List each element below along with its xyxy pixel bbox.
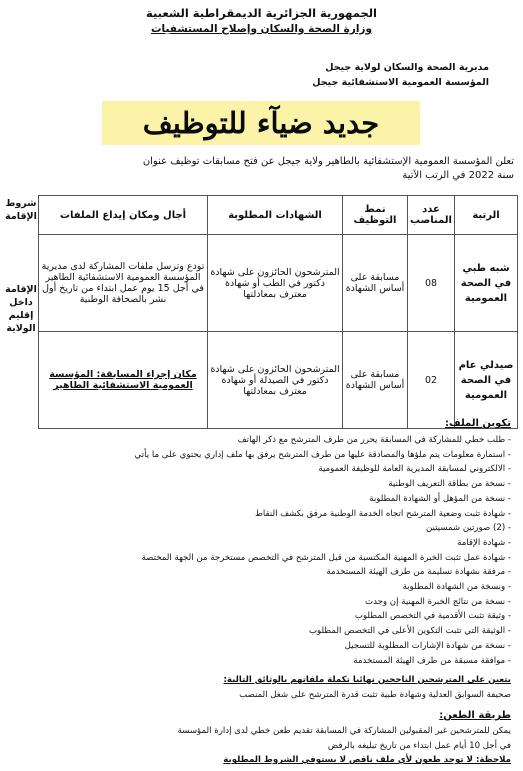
list-item: - موافقة مسبقة من طرف الهيئة المستخدمة bbox=[353, 655, 511, 666]
row-mode: مسابقة على أساس الشهادة bbox=[343, 235, 408, 332]
republic-heading: الجمهورية الجزائرية الديمقراطية الشعبية bbox=[145, 6, 377, 20]
list-item: - ونسخة من الشهادة المطلوبة bbox=[402, 582, 511, 593]
list-item: - الالكتروني لمسابقة المديرية العامة للوظيفة العمومية bbox=[318, 464, 511, 475]
row-count: 02 bbox=[408, 332, 455, 429]
list-item: - الوثيقة التي تثبت التكوين الأعلى في التخصص المطلوب bbox=[308, 626, 511, 637]
row-rank: صيدلي عام في الصحة العمومية bbox=[455, 332, 518, 429]
list-item: - نسخة من بطاقة التعريف الوطنية bbox=[388, 479, 511, 490]
row-diploma: المترشحون الحائزون على شهادة دكتور في الصيدلة أو شهادة معترف بمعادلتها bbox=[208, 332, 343, 429]
header-diploma: الشهادات المطلوبة bbox=[208, 196, 343, 235]
row-rank: شبه طبي في الصحة العمومية bbox=[455, 235, 518, 332]
appeal-line-2: في أجل 10 أيام عمل ابتداء من تاريخ تبليغه بالرفض bbox=[327, 740, 511, 751]
list-item: - شهادة الإقامة bbox=[457, 537, 511, 548]
dossier-title: تكوين الملف: bbox=[445, 418, 511, 429]
row-count: 08 bbox=[408, 235, 455, 332]
list-item: - استمارة معلومات يتم ملؤها والمصادقة عليها من طرف المترشح يرفق بها ملف إداري يحتوي على ما يأتي bbox=[134, 449, 511, 460]
intro-line-1: تعلن المؤسسة العمومية الإستشفائية بالطاهير ولاية جيجل عن فتح مسابقات توظيف عنوان bbox=[142, 156, 514, 167]
final-documents-notice bbox=[5, 673, 511, 702]
list-item: - شهادة تثبت وضعية المترشح اتجاه الخدمة الوطنية مرفق بكشف النقاط bbox=[254, 508, 511, 519]
header-deposit: أجال ومكان إيداع الملفات bbox=[39, 196, 208, 235]
dossier-list bbox=[5, 433, 511, 668]
notice-heading: يتعين على المترشحين الناجحين نهائيا تكملة ملفاتهم بالوثائق التالية: bbox=[223, 675, 511, 685]
residence-conditions-header: شروط الإقامة bbox=[5, 198, 37, 222]
header-mode: نمط التوظيف bbox=[343, 196, 408, 235]
intro-line-2: سنة 2022 في الرتب الآتية bbox=[402, 170, 514, 181]
table-header-row bbox=[39, 196, 518, 235]
residence-conditions-value: الإقامة داخل إقليم الولاية bbox=[5, 284, 37, 334]
list-item: - طلب خطي للمشاركة في المسابقة يحرر من طرف المترشح مع ذكر الهاتف bbox=[237, 435, 511, 445]
list-item: - نسخة من نتائج الخبرة المهنية إن وجدت bbox=[364, 596, 511, 607]
appeal-line-1: يمكن للمترشحين غير المقبولين المشاركة في المسابقة تقديم طعن خطي لدى إدارة المؤسسة bbox=[177, 726, 511, 736]
list-item: - مرفقة بشهادة تسليمة من طرف الهيئة المستخدمة bbox=[326, 567, 511, 578]
recruitment-banner: جديد ضيآء للتوظيف bbox=[102, 101, 420, 145]
appeal-note: ملاحظة: لا توجد طعون لأي ملف ناقص لا يستوفي الشروط المطلوبة bbox=[223, 755, 511, 766]
table-row bbox=[39, 332, 518, 429]
row-diploma: المترشحون الحائزون على شهادة دكتور في الطب أو شهادة معترف بمعادلتها bbox=[208, 235, 343, 332]
positions-table bbox=[38, 195, 518, 429]
header-rank: الرتبة bbox=[455, 196, 518, 235]
notice-text: صحيفة السوابق العدلية وشهادة طبية تثبت قدرة المترشح على شغل المنصب bbox=[239, 689, 511, 700]
row-mode: مسابقة على أساس الشهادة bbox=[343, 332, 408, 429]
list-item: - (2) صورتين شمسيتين bbox=[425, 523, 511, 534]
directorate-label: مديرية الصحة والسكان لولاية جيجل bbox=[325, 62, 489, 73]
appeal-section bbox=[5, 724, 511, 768]
header-count: عدد المناصب bbox=[408, 196, 455, 235]
list-item: - شهادة عمل تثبت الخبرة المهنية المكتسبة من قبل المترشح في التخصص مستخرجة من الجهة المختصة bbox=[141, 552, 511, 563]
row-deposit: تودع وترسل ملفات المشاركة لدى مديرية المؤسسة العمومية الاستشفائية الطاهير في أجل 15 يوم عمل ابتداء من تاريخ أول نشر بالصحافة الوطنية bbox=[39, 235, 208, 332]
list-item: - وثيقة تثبت الأقدمية في التخصص المطلوب bbox=[354, 611, 511, 622]
row-deposit: مكان إجراء المسابقة: المؤسسة العمومية الاستشفائية الطاهير bbox=[39, 332, 208, 429]
appeal-title: طريقة الطعن: bbox=[439, 710, 511, 721]
list-item: - نسخة من المؤهل أو الشهادة المطلوبة bbox=[369, 493, 511, 504]
ministry-heading: وزارة الصحة والسكان وإصلاح المستشفيات bbox=[150, 23, 372, 35]
list-item: - نسخة من شهادة الإشارات المطلوبة للتسجيل bbox=[344, 640, 511, 651]
institution-label: المؤسسة العمومية الاستشفائية جيجل bbox=[312, 77, 489, 88]
residence-conditions-column bbox=[4, 195, 38, 335]
table-row bbox=[39, 235, 518, 332]
